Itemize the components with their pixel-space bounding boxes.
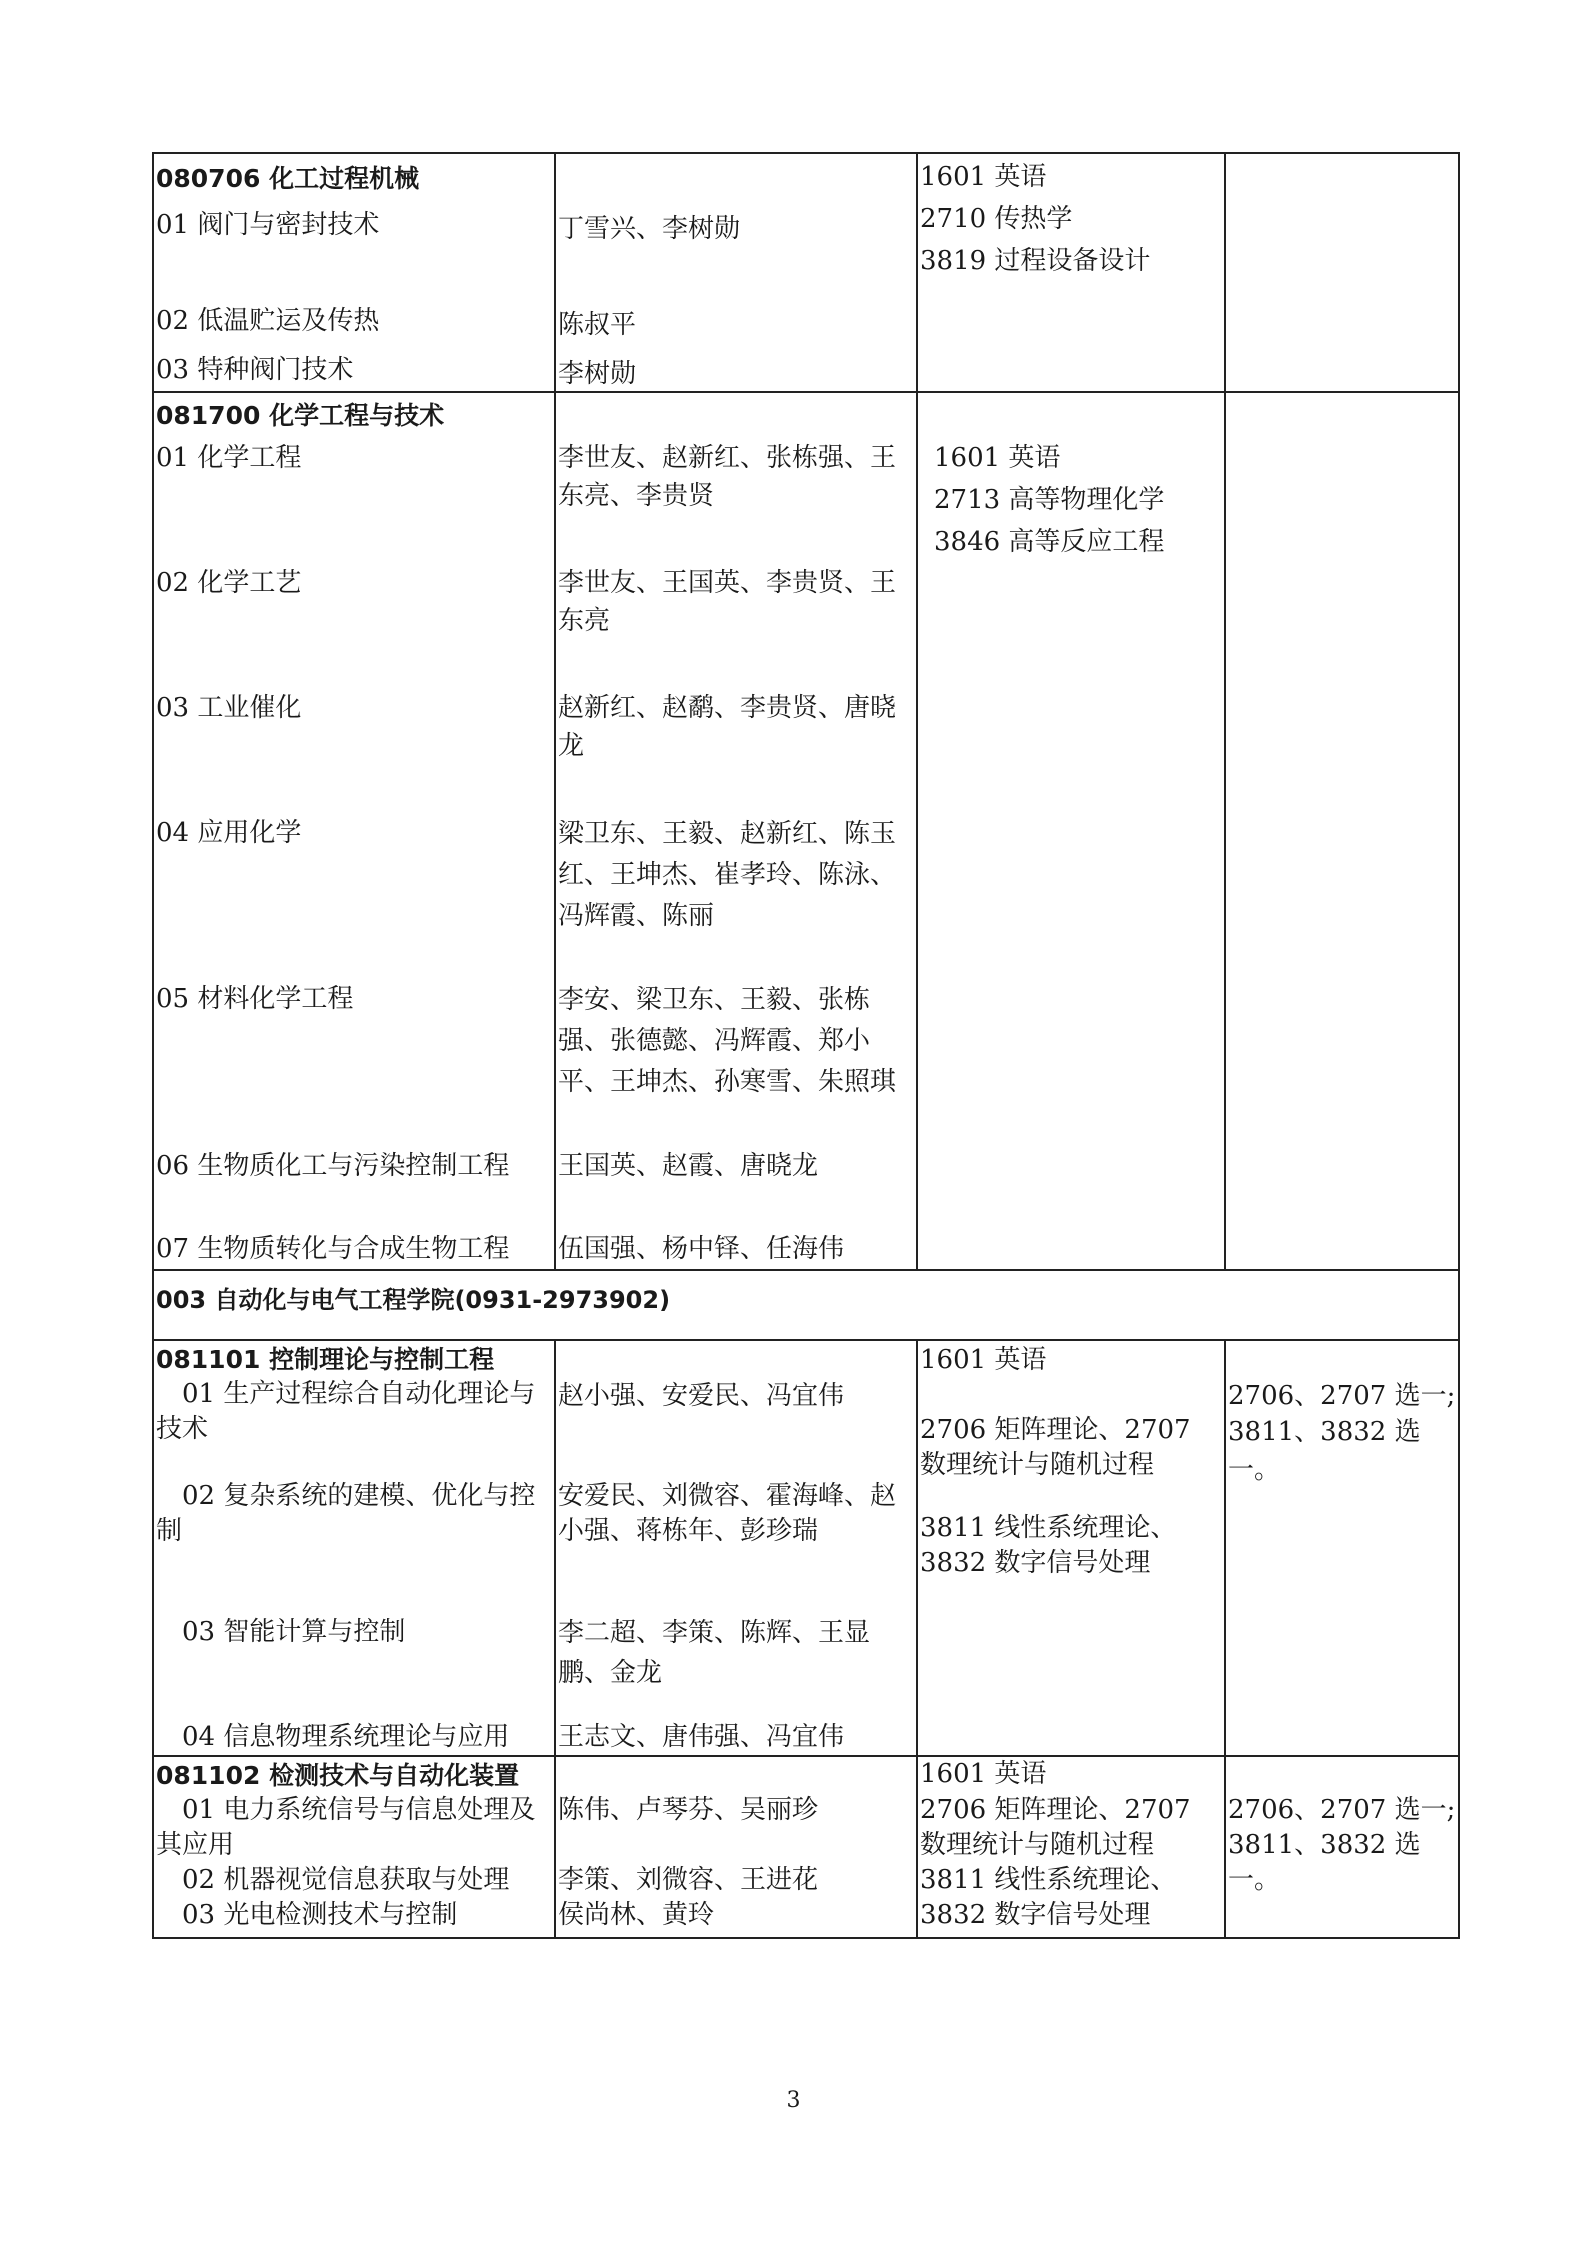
- advisors-cell: [555, 392, 917, 1270]
- section-title: 003 自动化与电气工程学院(0931-2973902): [156, 1286, 671, 1314]
- exam-item: 3846 高等反应工程: [934, 527, 1165, 557]
- exam-item: 3811 线性系统理论、3832 数字信号处理: [920, 1513, 1177, 1578]
- advisor-list: 赵新红、赵鹬、李贵贤、唐晓龙: [558, 693, 897, 761]
- advisor-list: 赵小强、安爱民、冯宜伟: [558, 1381, 845, 1411]
- advisor-list: 王国英、赵霞、唐晓龙: [558, 1151, 819, 1181]
- advisor-list: 李世友、赵新红、张栋强、王东亮、李贵贤: [558, 443, 897, 511]
- directions-cell: [153, 1340, 555, 1756]
- direction-item: 06 生物质化工与污染控制工程: [156, 1151, 510, 1181]
- table-row: [153, 1340, 1459, 1756]
- exam-item: 1601 英语: [934, 443, 1061, 473]
- exam-item: 2713 高等物理化学: [934, 485, 1165, 515]
- advisors-cell: [555, 153, 917, 392]
- notes-cell: [1225, 1756, 1459, 1938]
- direction-item: 01 化学工程: [156, 443, 302, 473]
- directions-cell: [153, 392, 555, 1270]
- direction-item: 03 工业催化: [156, 693, 302, 723]
- advisor-list: 丁雪兴、李树勋: [558, 214, 741, 244]
- advisor-list: 梁卫东、王毅、赵新红、陈玉红、王坤杰、崔孝玲、陈泳、冯辉霞、陈丽: [558, 819, 897, 931]
- advisor-list: 李世友、王国英、李贵贤、王东亮: [558, 568, 897, 636]
- advisors-cell: [555, 1340, 917, 1756]
- program-table: [152, 152, 1460, 1939]
- advisor-list: 李安、梁卫东、王毅、张栋强、张德懿、冯辉霞、郑小平、王坤杰、孙寒雪、朱照琪: [558, 985, 897, 1097]
- exams-cell: [917, 1756, 1225, 1938]
- exams-cell: [917, 153, 1225, 392]
- exam-item: 2706 矩阵理论、2707 数理统计与随机过程: [920, 1415, 1191, 1480]
- direction-item: 03 光电检测技术与控制: [182, 1900, 458, 1930]
- notes-cell: [1225, 392, 1459, 1270]
- directions-cell: [153, 1756, 555, 1938]
- advisor-list: 王志文、唐伟强、冯宜伟: [558, 1722, 845, 1752]
- notes-text: 3811、3832 选一。: [1228, 1830, 1421, 1895]
- exam-item: 1601 英语: [920, 1759, 1047, 1789]
- direction-item: 04 信息物理系统理论与应用: [182, 1722, 510, 1752]
- advisor-list: 陈叔平: [558, 310, 637, 340]
- direction-item: 03 智能计算与控制: [182, 1617, 406, 1647]
- notes-text: 2706、2707 选一;: [1228, 1795, 1456, 1825]
- direction-item: 02 复杂系统的建模、优化与控制: [156, 1481, 536, 1546]
- program-code-title: 081101 控制理论与控制工程: [156, 1345, 495, 1374]
- notes-cell: [1225, 153, 1459, 392]
- table-row: [153, 1756, 1459, 1938]
- exam-item: 2706 矩阵理论、2707 数理统计与随机过程: [920, 1795, 1191, 1860]
- direction-item: 02 机器视觉信息获取与处理: [182, 1865, 510, 1895]
- advisor-list: 安爱民、刘微容、霍海峰、赵小强、蒋栋年、彭珍瑞: [558, 1481, 897, 1546]
- advisor-list: 李策、刘微容、王进花: [558, 1865, 819, 1895]
- program-code-title: 080706 化工过程机械: [156, 164, 420, 193]
- table-row: [153, 1270, 1459, 1340]
- direction-item: 01 阀门与密封技术: [156, 210, 380, 240]
- direction-item: 01 生产过程综合自动化理论与技术: [156, 1379, 536, 1444]
- advisor-list: 伍国强、杨中铎、任海伟: [558, 1234, 845, 1264]
- notes-cell: [1225, 1340, 1459, 1756]
- notes-text: 3811、3832 选一。: [1228, 1417, 1421, 1485]
- advisor-list: 侯尚林、黄玲: [558, 1900, 715, 1930]
- section-header: [153, 1270, 1459, 1340]
- direction-item: 04 应用化学: [156, 818, 302, 848]
- advisor-list: 李二超、李策、陈辉、王显鹏、金龙: [558, 1618, 871, 1688]
- notes-text: 2706、2707 选一;: [1228, 1381, 1456, 1411]
- direction-item: 02 低温贮运及传热: [156, 306, 380, 336]
- program-code-title: 081700 化学工程与技术: [156, 401, 445, 430]
- direction-item: 03 特种阀门技术: [156, 355, 354, 385]
- exams-cell: [917, 1340, 1225, 1756]
- table-row: [153, 153, 1459, 392]
- advisors-cell: [555, 1756, 917, 1938]
- exam-item: 3811 线性系统理论、3832 数字信号处理: [920, 1865, 1177, 1930]
- exam-item: 2710 传热学: [920, 204, 1073, 234]
- exam-item: 3819 过程设备设计: [920, 246, 1151, 276]
- table-row: [153, 392, 1459, 1270]
- exam-item: 1601 英语: [920, 162, 1047, 192]
- direction-item: 07 生物质转化与合成生物工程: [156, 1234, 510, 1264]
- advisor-list: 李树勋: [558, 359, 637, 389]
- exams-cell: [917, 392, 1225, 1270]
- directions-cell: [153, 153, 555, 392]
- exam-item: 1601 英语: [920, 1345, 1047, 1375]
- direction-item: 01 电力系统信号与信息处理及其应用: [156, 1795, 536, 1860]
- program-code-title: 081102 检测技术与自动化装置: [156, 1761, 520, 1790]
- page-number: 3: [786, 2088, 801, 2113]
- advisor-list: 陈伟、卢琴芬、吴丽珍: [558, 1795, 819, 1825]
- direction-item: 05 材料化学工程: [156, 984, 354, 1014]
- direction-item: 02 化学工艺: [156, 568, 302, 598]
